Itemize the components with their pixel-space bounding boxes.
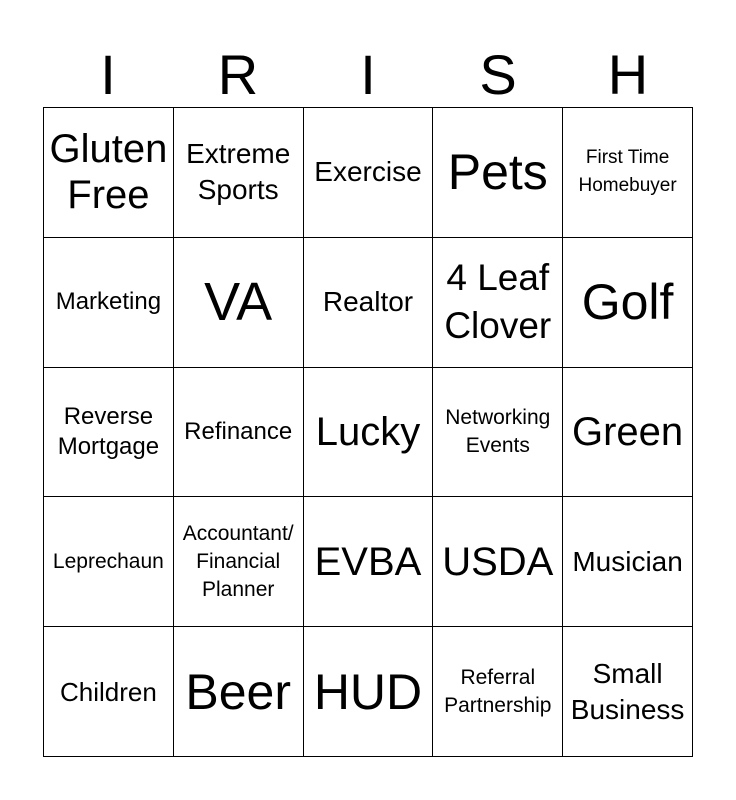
bingo-cell-r5c1[interactable] bbox=[44, 627, 174, 757]
cell-label: Accountant/ Financial Planner bbox=[182, 521, 294, 601]
cell-label: USDA bbox=[442, 539, 554, 584]
bingo-cell-r5c3[interactable] bbox=[304, 627, 434, 757]
bingo-cell-r2c3[interactable] bbox=[304, 238, 434, 368]
cell-label: Lucky bbox=[315, 409, 421, 454]
cell-label: Musician bbox=[572, 545, 683, 577]
bingo-cell-r4c4[interactable] bbox=[433, 497, 563, 627]
cell-label: First Time Homebuyer bbox=[578, 147, 677, 197]
header-letter-i-2: I bbox=[360, 43, 376, 106]
bingo-cell-r4c2[interactable] bbox=[174, 497, 304, 627]
bingo-cell-r2c4[interactable] bbox=[433, 238, 563, 368]
bingo-cell-r1c2[interactable] bbox=[174, 108, 304, 238]
cell-label: Exercise bbox=[314, 156, 422, 188]
bingo-cell-r1c1[interactable] bbox=[44, 108, 174, 238]
cell-label: Reverse Mortgage bbox=[57, 402, 160, 460]
bingo-cell-r3c5[interactable] bbox=[563, 368, 693, 498]
bingo-cell-r2c1[interactable] bbox=[44, 238, 174, 368]
cell-label: Golf bbox=[581, 274, 674, 331]
cell-label: Small Business bbox=[570, 657, 685, 725]
bingo-cell-r5c2[interactable] bbox=[174, 627, 304, 757]
cell-label: Leprechaun bbox=[52, 549, 164, 573]
cell-label: Children bbox=[59, 676, 157, 707]
bingo-cell-r3c4[interactable] bbox=[433, 368, 563, 498]
bingo-cell-r3c3[interactable] bbox=[304, 368, 434, 498]
cell-label: Networking Events bbox=[445, 405, 551, 457]
bingo-cell-r4c3[interactable] bbox=[304, 497, 434, 627]
cell-label: Beer bbox=[185, 663, 291, 720]
cell-label: Extreme Sports bbox=[186, 138, 291, 206]
bingo-cell-r4c1[interactable] bbox=[44, 497, 174, 627]
bingo-cell-r1c3[interactable] bbox=[304, 108, 434, 238]
bingo-cell-r2c2[interactable] bbox=[174, 238, 304, 368]
cell-label: Pets bbox=[447, 144, 548, 201]
header-letter-r: R bbox=[217, 43, 259, 106]
bingo-cell-r5c4[interactable] bbox=[433, 627, 563, 757]
header-letter-i: I bbox=[100, 43, 116, 106]
bingo-header bbox=[43, 44, 693, 106]
header-letter-s: S bbox=[479, 43, 517, 106]
cell-label: Referral Partnership bbox=[444, 665, 552, 717]
cell-label: Green bbox=[572, 409, 684, 454]
header-letter-h: H bbox=[607, 43, 649, 106]
bingo-cell-r5c5[interactable] bbox=[563, 627, 693, 757]
cell-label: EVBA bbox=[314, 539, 422, 584]
bingo-cell-r1c5[interactable] bbox=[563, 108, 693, 238]
cell-label: Marketing bbox=[55, 288, 162, 316]
bingo-cell-r1c4[interactable] bbox=[433, 108, 563, 238]
bingo-cell-r4c5[interactable] bbox=[563, 497, 693, 627]
bingo-cell-r3c2[interactable] bbox=[174, 368, 304, 498]
bingo-cell-r3c1[interactable] bbox=[44, 368, 174, 498]
cell-label: 4 Leaf Clover bbox=[444, 257, 552, 347]
cell-label: Refinance bbox=[184, 417, 293, 445]
cell-label: VA bbox=[204, 272, 273, 333]
cell-label: HUD bbox=[313, 663, 423, 720]
cell-label: Gluten Free bbox=[49, 127, 168, 218]
cell-label: Realtor bbox=[322, 286, 414, 318]
bingo-board bbox=[43, 107, 693, 757]
bingo-cell-r2c5[interactable] bbox=[563, 238, 693, 368]
